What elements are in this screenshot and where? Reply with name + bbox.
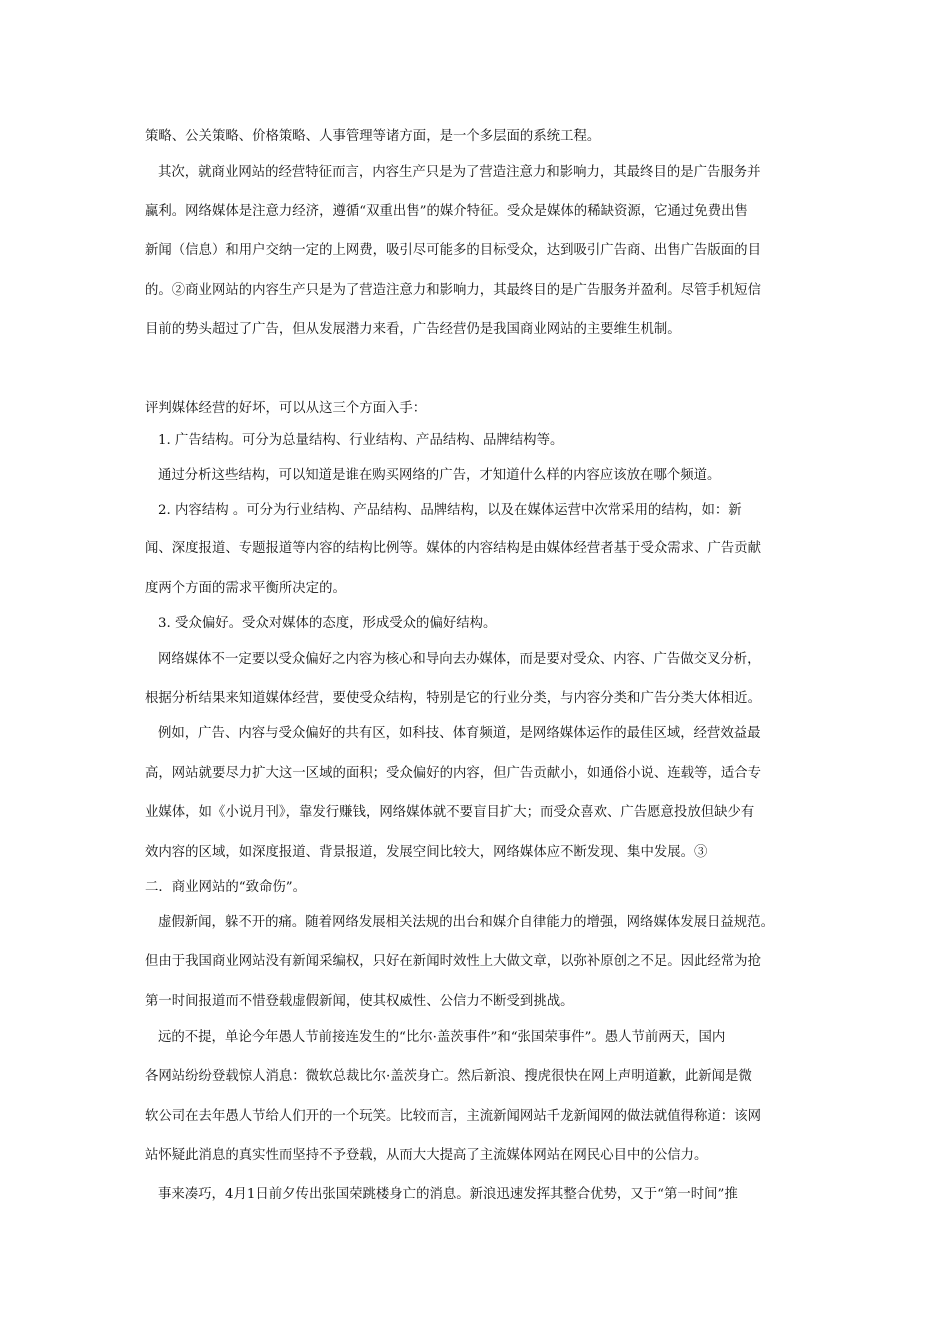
text-line: 效内容的区域，如深度报道、背景报道，发展空间比较大，网络媒体应不断发现、集中发展。③ xyxy=(145,845,708,860)
text-line: 新闻（信息）和用户交纳一定的上网费，吸引尽可能多的目标受众，达到吸引广告商、出售广告版面的目 xyxy=(145,243,761,258)
text-line: 根据分析结果来知道媒体经营，要使受众结构，特别是它的行业分类，与内容分类和广告分类大体相近。 xyxy=(145,691,761,706)
text-line: 但由于我国商业网站没有新闻采编权，只好在新闻时效性上大做文章，以弥补原创之不足。因此经常为抢 xyxy=(145,954,761,969)
text-line: 度两个方面的需求平衡所决定的。 xyxy=(145,581,346,596)
section-heading: 二．商业网站的“致命伤”。 xyxy=(145,880,306,895)
list-item: 1. 广告结构。可分为总量结构、行业结构、产品结构、品牌结构等。 xyxy=(158,433,564,448)
text-line: 目前的势头超过了广告，但从发展潜力来看，广告经营仍是我国商业网站的主要维生机制。 xyxy=(145,322,681,337)
text-line: 例如，广告、内容与受众偏好的共有区，如科技、体育频道，是网络媒体运作的最佳区域，经营效益最 xyxy=(158,726,761,741)
text-line: 网络媒体不一定要以受众偏好之内容为核心和导向去办媒体，而是要对受众、内容、广告做交叉分析， xyxy=(158,652,761,667)
text-line: 评判媒体经营的好坏，可以从这三个方面入手： xyxy=(145,401,427,416)
text-line: 高，网站就要尽力扩大这一区域的面积；受众偏好的内容，但广告贡献小，如通俗小说、连载等，适合专 xyxy=(145,766,761,781)
text-line: 虚假新闻，躲不开的痛。随着网络发展相关法规的出台和媒介自律能力的增强，网络媒体发展日益规范。 xyxy=(158,915,774,930)
text-line: 业媒体，如《小说月刊》，靠发行赚钱，网络媒体就不要盲目扩大；而受众喜欢、广告愿意投放但缺少有 xyxy=(145,805,755,820)
text-line: 的。②商业网站的内容生产只是为了营造注意力和影响力，其最终目的是广告服务并盈利。尽管手机短信 xyxy=(145,283,761,298)
text-line: 策略、公关策略、价格策略、人事管理等诸方面，是一个多层面的系统工程。 xyxy=(145,129,601,144)
text-line: 赢利。网络媒体是注意力经济，遵循“双重出售”的媒介特征。受众是媒体的稀缺资源，它通过免费出售 xyxy=(145,204,748,219)
list-item: 2. 内容结构 。可分为行业结构、产品结构、品牌结构，以及在媒体运营中次常采用的结构，如：新 xyxy=(158,503,742,518)
list-item: 3. 受众偏好。受众对媒体的态度，形成受众的偏好结构。 xyxy=(158,616,497,631)
text-line: 各网站纷纷登载惊人消息：微软总裁比尔·盖茨身亡。然后新浪、搜虎很快在网上声明道歉，此新闻是微 xyxy=(145,1069,752,1084)
text-line: 软公司在去年愚人节给人们开的一个玩笑。比较而言，主流新闻网站千龙新闻网的做法就值得称道：该网 xyxy=(145,1109,761,1124)
text-line: 第一时间报道而不惜登载虚假新闻，使其权威性、公信力不断受到挑战。 xyxy=(145,994,574,1009)
text-line: 事来凑巧，4月1日前夕传出张国荣跳楼身亡的消息。新浪迅速发挥其整合优势，又于“第一时间”推 xyxy=(158,1187,738,1202)
text-line: 其次，就商业网站的经营特征而言，内容生产只是为了营造注意力和影响力，其最终目的是广告服务并 xyxy=(158,165,761,180)
text-line: 远的不提，单论今年愚人节前接连发生的“比尔·盖茨事件”和“张国荣事件”。愚人节前两天，国内 xyxy=(158,1030,726,1045)
text-line: 站怀疑此消息的真实性而坚持不予登载，从而大大提高了主流媒体网站在网民心目中的公信力。 xyxy=(145,1148,708,1163)
text-line: 闻、深度报道、专题报道等内容的结构比例等。媒体的内容结构是由媒体经营者基于受众需求、广告贡献 xyxy=(145,541,761,556)
text-line: 通过分析这些结构，可以知道是谁在购买网络的广告，才知道什么样的内容应该放在哪个频道。 xyxy=(158,468,721,483)
